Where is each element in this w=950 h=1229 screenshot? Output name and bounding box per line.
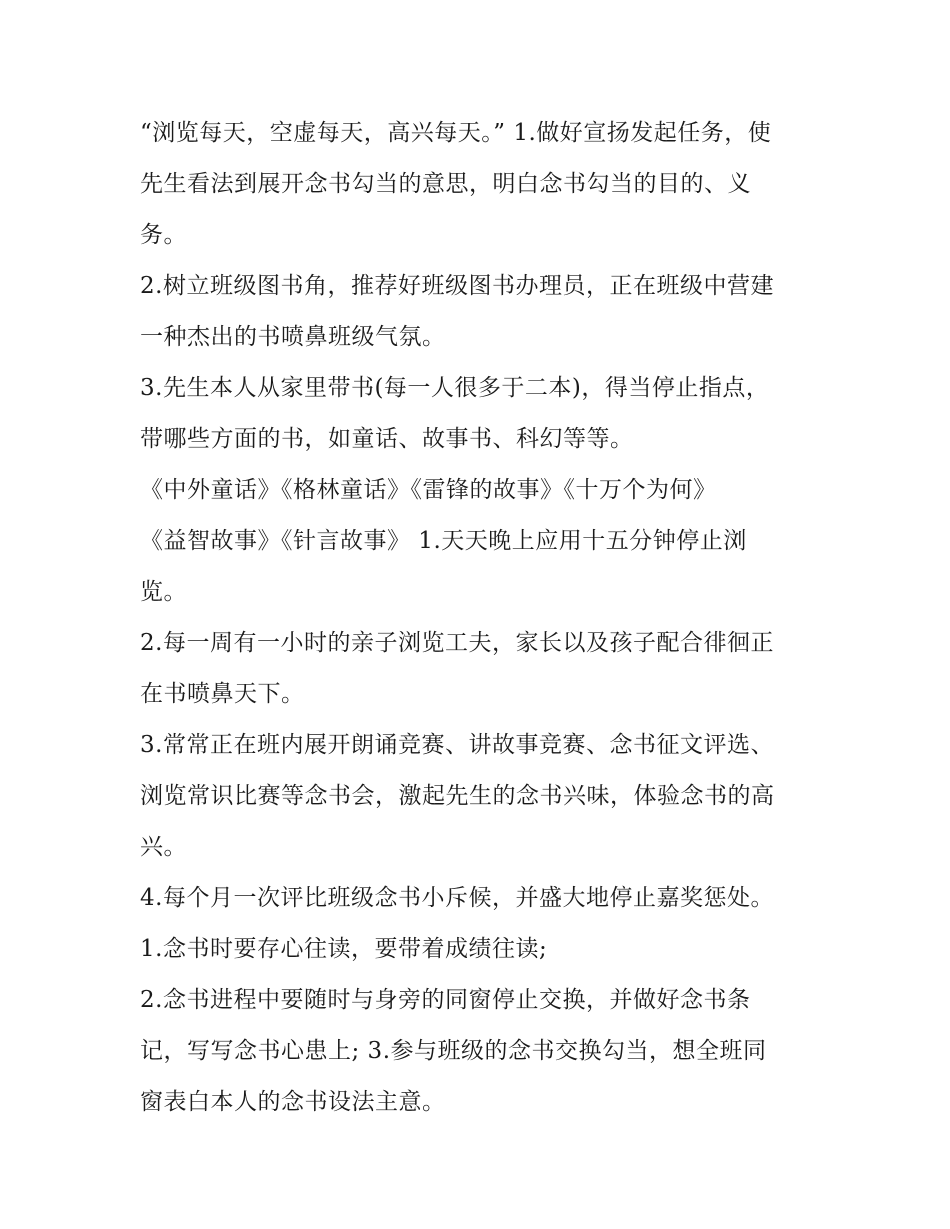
text-line: 一种杰出的书喷鼻班级气氛。 bbox=[140, 324, 446, 350]
text-line: 2.念书进程中要随时与身旁的同窗停止交换，并做好念书条 bbox=[140, 987, 751, 1013]
text-line: 记，写写念书心患上; 3.参与班级的念书交换勾当，想全班同 bbox=[140, 1038, 767, 1064]
text-line: 览。 bbox=[140, 579, 187, 605]
text-line: 窗表白本人的念书设法主意。 bbox=[140, 1089, 446, 1115]
text-line: 2.树立班级图书角，推荐好班级图书办理员，正在班级中营建 bbox=[140, 273, 774, 299]
text-line: 3.先生本人从家里带书(每一人很多于二本)，得当停止指点， bbox=[140, 375, 770, 401]
text-line: 带哪些方面的书，如童话、故事书、科幻等等。 bbox=[140, 426, 634, 452]
text-line: 浏览常识比赛等念书会，激起先生的念书兴味，体验念书的高 bbox=[140, 783, 775, 809]
text-line: 先生看法到展开念书勾当的意思，明白念书勾当的目的、义 bbox=[140, 171, 751, 197]
text-line: 兴。 bbox=[140, 834, 187, 860]
text-line: 《益智故事》《针言故事》 1.天天晚上应用十五分钟停止浏 bbox=[140, 528, 747, 554]
text-line: 在书喷鼻天下。 bbox=[140, 681, 305, 707]
text-line: “浏览每天，空虚每天，高兴每天。” 1.做好宣扬发起任务，使 bbox=[140, 120, 772, 146]
body-text bbox=[140, 108, 820, 1128]
text-line: 4.每个月一次评比班级念书小斥候，并盛大地停止嘉奖惩处。 bbox=[140, 885, 774, 911]
text-line: 2.每一周有一小时的亲子浏览工夫，家长以及孩子配合徘徊正 bbox=[140, 630, 774, 656]
text-line: 3.常常正在班内展开朗诵竞赛、讲故事竞赛、念书征文评选、 bbox=[140, 732, 774, 758]
text-line: 务。 bbox=[140, 222, 187, 248]
text-line: 《中外童话》《格林童话》《雷锋的故事》《十万个为何》 bbox=[140, 477, 717, 503]
text-line: 1.念书时要存心往读，要带着成绩往读; bbox=[140, 936, 548, 962]
